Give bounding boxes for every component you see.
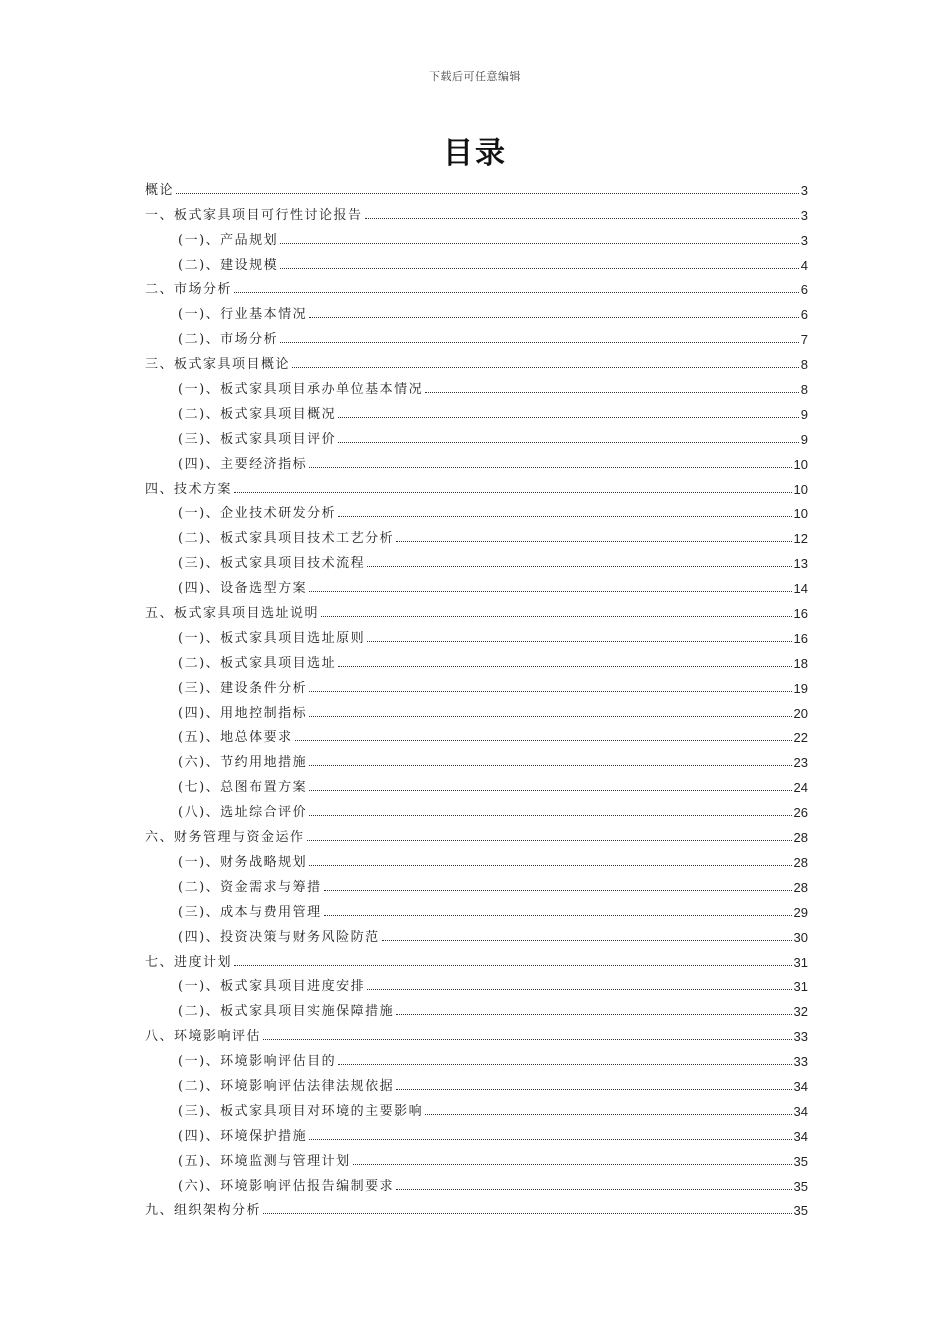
toc-entry[interactable] [145,923,808,948]
toc-page-number[interactable]: 31 [793,954,808,970]
toc-dot-leader [324,915,792,916]
toc-entry-label[interactable]: (三)、建设条件分析 [178,680,308,696]
toc-entry[interactable] [145,1097,808,1122]
toc-page-number[interactable]: 22 [793,730,808,746]
toc-entry-label[interactable]: (四)、用地控制指标 [178,705,308,721]
toc-entry[interactable] [145,1047,808,1072]
toc-dot-leader [338,516,791,517]
toc-entry-label[interactable]: (二)、市场分析 [178,332,279,348]
toc-dot-leader [309,317,799,318]
toc-entry-label[interactable]: (五)、环境监测与管理计划 [178,1153,351,1169]
toc-entry[interactable] [145,948,808,973]
toc-entry-label[interactable]: (二)、板式家具项目实施保障措施 [178,1004,395,1020]
toc-entry-label[interactable]: (七)、总图布置方案 [178,780,308,796]
toc-dot-leader [295,740,792,741]
toc-entry-label[interactable]: (四)、设备选型方案 [178,581,308,597]
toc-entry[interactable] [145,748,808,773]
toc-entry-label[interactable]: (五)、地总体要求 [178,730,293,746]
toc-entry[interactable] [145,549,808,574]
toc-dot-leader [234,965,792,966]
toc-entry-label[interactable]: (三)、板式家具项目对环境的主要影响 [178,1103,424,1119]
toc-dot-leader [309,765,791,766]
toc-page-number[interactable]: 35 [793,1178,808,1194]
page-title: 目录 [443,136,507,171]
toc-entry[interactable] [145,1197,808,1222]
toc-page-number[interactable]: 28 [793,879,808,895]
toc-entry[interactable] [145,823,808,848]
toc-page-number[interactable]: 14 [793,581,808,597]
toc-dot-leader [338,442,799,443]
toc-entry-label[interactable]: (三)、板式家具项目评价 [178,431,337,447]
toc-entry[interactable] [145,898,808,923]
toc-entry[interactable] [145,276,808,301]
toc-entry-label[interactable]: (一)、板式家具项目承办单位基本情况 [178,382,424,398]
toc-page-number[interactable]: 34 [793,1128,808,1144]
toc-entry-label[interactable]: (二)、环境影响评估法律法规依据 [178,1078,395,1094]
toc-dot-leader [234,292,799,293]
toc-dot-leader [176,193,799,194]
toc-entry[interactable] [145,574,808,599]
toc-page-number[interactable]: 16 [793,630,808,646]
toc-entry[interactable] [145,450,808,475]
toc-entry[interactable] [145,848,808,873]
toc-page-number[interactable]: 35 [793,1203,808,1219]
toc-page-number[interactable]: 6 [800,307,808,323]
toc-entry-label[interactable]: (二)、板式家具项目选址 [178,655,337,671]
header-note: 下载后可任意编辑 [429,70,521,83]
toc-dot-leader [396,1014,791,1015]
toc-entry[interactable] [145,1122,808,1147]
toc-entry-label[interactable]: (四)、投资决策与财务风险防范 [178,929,380,945]
table-of-contents [145,176,808,1221]
toc-dot-leader [321,616,792,617]
toc-dot-leader [396,1189,791,1190]
toc-page-number[interactable]: 29 [793,904,808,920]
toc-entry-label[interactable]: (二)、资金需求与筹措 [178,879,322,895]
toc-page-number[interactable]: 10 [793,456,808,472]
toc-entry[interactable] [145,649,808,674]
toc-dot-leader [263,1039,792,1040]
toc-entry-label[interactable]: (三)、板式家具项目技术流程 [178,556,366,572]
toc-dot-leader [263,1213,792,1214]
toc-dot-leader [365,218,799,219]
toc-entry[interactable] [145,599,808,624]
toc-entry-label[interactable]: 六、财务管理与资金运作 [145,830,305,846]
toc-page-number[interactable]: 18 [793,655,808,671]
toc-page-number[interactable]: 3 [800,232,808,248]
toc-entry[interactable] [145,524,808,549]
toc-entry-label[interactable]: (一)、环境影响评估目的 [178,1054,337,1070]
toc-entry-label[interactable]: (四)、主要经济指标 [178,456,308,472]
toc-entry[interactable] [145,300,808,325]
toc-entry[interactable] [145,375,808,400]
toc-dot-leader [309,691,791,692]
toc-entry-label[interactable]: (三)、成本与费用管理 [178,904,322,920]
toc-entry[interactable] [145,773,808,798]
toc-dot-leader [292,367,799,368]
toc-entry[interactable] [145,400,808,425]
toc-page-number[interactable]: 28 [793,854,808,870]
toc-entry-label[interactable]: (六)、节约用地措施 [178,755,308,771]
toc-entry[interactable] [145,1022,808,1047]
toc-entry-label[interactable]: (一)、板式家具项目进度安排 [178,979,366,995]
toc-page-number[interactable]: 34 [793,1078,808,1094]
toc-entry-label[interactable]: (二)、板式家具项目技术工艺分析 [178,531,395,547]
toc-dot-leader [280,342,799,343]
toc-entry[interactable] [145,251,808,276]
toc-dot-leader [425,1114,791,1115]
toc-dot-leader [338,666,791,667]
toc-entry[interactable] [145,973,808,998]
toc-entry-label[interactable]: 三、板式家具项目概论 [145,357,291,373]
toc-dot-leader [367,566,791,567]
toc-entry-label[interactable]: 二、市场分析 [145,282,233,298]
toc-dot-leader [425,392,799,393]
toc-entry[interactable] [145,201,808,226]
toc-entry-label[interactable]: (二)、建设规模 [178,257,279,273]
toc-dot-leader [309,815,791,816]
toc-dot-leader [309,467,791,468]
toc-entry[interactable] [145,500,808,525]
toc-page-number[interactable]: 19 [793,680,808,696]
toc-page-number[interactable]: 28 [793,830,808,846]
toc-entry-label[interactable]: 八、环境影响评估 [145,1029,262,1045]
toc-entry[interactable] [145,1172,808,1197]
toc-entry[interactable] [145,724,808,749]
toc-entry-label[interactable]: 四、技术方案 [145,481,233,497]
toc-page-number[interactable]: 20 [793,705,808,721]
toc-dot-leader [396,1089,791,1090]
toc-entry-label[interactable]: (一)、财务战略规划 [178,854,308,870]
toc-page-number[interactable]: 16 [793,606,808,622]
toc-entry-label[interactable]: (一)、产品规划 [178,232,279,248]
toc-entry[interactable] [145,798,808,823]
toc-page-number[interactable]: 31 [793,979,808,995]
toc-page-number[interactable]: 9 [800,431,808,447]
toc-page-number[interactable]: 33 [793,1054,808,1070]
toc-entry[interactable] [145,699,808,724]
toc-page-number[interactable]: 10 [793,481,808,497]
toc-page-number[interactable]: 30 [793,929,808,945]
toc-entry[interactable] [145,350,808,375]
toc-entry[interactable] [145,475,808,500]
toc-page-number[interactable]: 8 [800,357,808,373]
toc-dot-leader [309,865,791,866]
toc-entry-label[interactable]: 概论 [145,182,175,198]
toc-entry-label[interactable]: (六)、环境影响评估报告编制要求 [178,1178,395,1194]
toc-entry-label[interactable]: 九、组织架构分析 [145,1203,262,1219]
toc-page-number[interactable]: 13 [793,556,808,572]
toc-entry-label[interactable]: (二)、板式家具项目概况 [178,406,337,422]
toc-dot-leader [309,1139,791,1140]
toc-page-number[interactable]: 35 [793,1153,808,1169]
toc-dot-leader [309,716,791,717]
toc-dot-leader [338,417,799,418]
toc-dot-leader [396,541,791,542]
toc-dot-leader [324,890,792,891]
toc-page-number[interactable]: 12 [793,531,808,547]
toc-dot-leader [280,243,799,244]
toc-page-number[interactable]: 33 [793,1029,808,1045]
toc-page-number[interactable]: 32 [793,1004,808,1020]
toc-entry-label[interactable]: (一)、板式家具项目选址原则 [178,630,366,646]
toc-dot-leader [353,1164,792,1165]
toc-page-number[interactable]: 8 [800,382,808,398]
toc-entry[interactable] [145,226,808,251]
toc-page-number[interactable]: 34 [793,1103,808,1119]
toc-entry-label[interactable]: (四)、环境保护措施 [178,1128,308,1144]
toc-dot-leader [280,268,799,269]
toc-page-number[interactable]: 3 [800,182,808,198]
toc-dot-leader [307,840,792,841]
toc-entry[interactable] [145,325,808,350]
toc-entry-label[interactable]: 五、板式家具项目选址说明 [145,606,320,622]
toc-dot-leader [367,641,791,642]
toc-dot-leader [234,492,792,493]
toc-entry[interactable] [145,176,808,201]
toc-page-number[interactable]: 3 [800,207,808,223]
toc-entry-label[interactable]: (一)、企业技术研发分析 [178,506,337,522]
toc-entry[interactable] [145,997,808,1022]
toc-dot-leader [338,1064,791,1065]
toc-dot-leader [367,989,791,990]
toc-entry[interactable] [145,873,808,898]
toc-entry[interactable] [145,624,808,649]
toc-entry[interactable] [145,674,808,699]
toc-page-number[interactable]: 10 [793,506,808,522]
toc-dot-leader [382,940,792,941]
toc-page-number[interactable]: 24 [793,780,808,796]
toc-dot-leader [309,591,791,592]
toc-page-number[interactable]: 7 [800,332,808,348]
toc-entry[interactable] [145,1147,808,1172]
toc-entry-label[interactable]: 一、板式家具项目可行性讨论报告 [145,207,363,223]
toc-page-number[interactable]: 26 [793,805,808,821]
toc-entry-label[interactable]: 七、进度计划 [145,954,233,970]
toc-entry-label[interactable]: (八)、选址综合评价 [178,805,308,821]
toc-page-number[interactable]: 6 [800,282,808,298]
toc-entry[interactable] [145,425,808,450]
toc-dot-leader [309,790,791,791]
toc-page-number[interactable]: 9 [800,406,808,422]
toc-entry-label[interactable]: (一)、行业基本情况 [178,307,308,323]
toc-page-number[interactable]: 4 [800,257,808,273]
toc-page-number[interactable]: 23 [793,755,808,771]
toc-entry[interactable] [145,1072,808,1097]
